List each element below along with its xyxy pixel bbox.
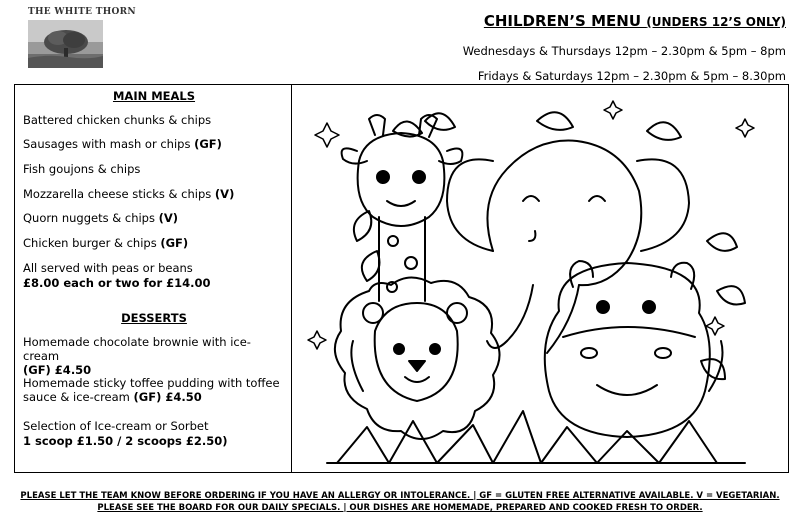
main-meal-item (23, 113, 285, 127)
dessert-item (23, 335, 285, 377)
main-meal-item (23, 236, 285, 250)
footer-specials-note: PLEASE SEE THE BOARD FOR OUR DAILY SPECIALS. | OUR DISHES ARE HOMEMADE, PREPARED AND COOKED FRESH TO ORDER. (97, 503, 703, 513)
desserts-heading: DESSERTS (121, 311, 187, 325)
main-meal-name: Quorn nuggets & chips (23, 211, 155, 225)
dessert-tag-price: (GF) £4.50 (133, 390, 202, 404)
dessert-name: Homemade sticky toffee pudding with toffee sauce & ice-cream (23, 376, 280, 404)
main-meals-price: £8.00 each or two for £14.00 (23, 276, 211, 290)
ice-cream-price: 1 scoop £1.50 / 2 scoops £2.50) (23, 434, 228, 448)
grass-decoration (327, 341, 745, 463)
main-meal-tag: (V) (158, 211, 179, 225)
opening-hours-weekend: Fridays & Saturdays 12pm – 2.30pm & 5pm – 8.30pm (477, 69, 786, 83)
main-meal-name: Battered chicken chunks & chips (23, 113, 212, 127)
sparkles-decoration (308, 101, 754, 349)
leaves-decoration (354, 112, 745, 379)
menu-subtitle: (UNDERS 12’S ONLY) (646, 15, 786, 29)
main-meal-name: Mozzarella cheese sticks & chips (23, 187, 212, 201)
dessert-name: Homemade chocolate brownie with ice-cream (23, 335, 251, 363)
menu-title (484, 12, 786, 30)
main-meal-tag: (V) (214, 187, 235, 201)
dessert-tag-price: (GF) £4.50 (23, 363, 92, 377)
dessert-item (23, 376, 285, 404)
animals-coloring-illustration (297, 91, 783, 469)
logo (28, 7, 136, 72)
giraffe-drawing (342, 115, 463, 301)
served-with-note: All served with peas or beans (23, 261, 193, 275)
main-meal-item (23, 137, 285, 151)
main-meal-tag: (GF) (160, 236, 189, 250)
footer-allergy-note: PLEASE LET THE TEAM KNOW BEFORE ORDERING IF YOU HAVE AN ALLERGY OR INTOLERANCE. | GF = GLUTEN FREE ALTERNATIVE AVAILABLE. V = VEGETARIAN. (20, 491, 780, 501)
opening-hours-midweek: Wednesdays & Thursdays 12pm – 2.30pm & 5pm – 8pm (462, 44, 786, 58)
lion-drawing (335, 277, 500, 439)
main-meal-item (23, 211, 285, 225)
menu-title-text: CHILDREN’S MENU (483, 12, 641, 30)
logo-hawthorn-tree-image (28, 20, 103, 68)
logo-name: THE WHITE THORN (28, 7, 136, 17)
elephant-drawing (447, 141, 689, 353)
main-meal-name: Sausages with mash or chips (23, 137, 191, 151)
main-meal-item (23, 187, 285, 201)
hippo-drawing (545, 261, 710, 437)
column-divider (291, 85, 292, 472)
main-meal-name: Chicken burger & chips (23, 236, 157, 250)
main-meal-name: Fish goujons & chips (23, 162, 141, 176)
main-meal-tag: (GF) (194, 137, 222, 151)
main-meals-heading: MAIN MEALS (112, 89, 196, 103)
main-meal-item (23, 162, 285, 176)
ice-cream-item: Selection of Ice-cream or Sorbet (23, 419, 209, 433)
menu-box (14, 84, 789, 473)
